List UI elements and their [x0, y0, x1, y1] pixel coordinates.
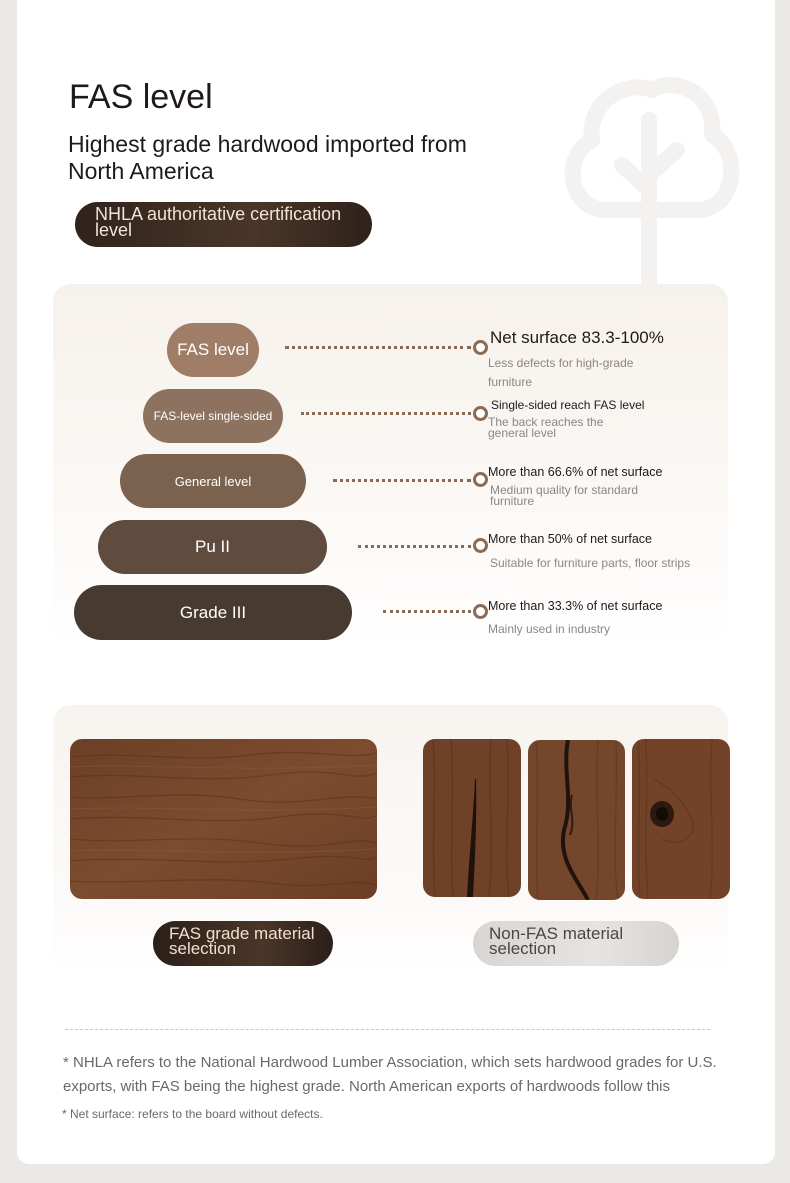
non-fas-wood-image-split	[528, 740, 625, 900]
grade-heading: Net surface 83.3-100%	[490, 328, 664, 347]
grade-pill-pu-ii: Pu II	[98, 520, 327, 574]
non-fas-selection-badge: Non-FAS material selection	[473, 921, 679, 966]
ring-icon	[473, 472, 488, 487]
grade-pill-fas-single-sided: FAS-level single-sided	[143, 389, 283, 443]
grade-heading: More than 66.6% of net surface	[488, 465, 663, 479]
connector-line	[301, 412, 471, 415]
grade-description: The back reaches the general level	[488, 415, 604, 440]
ring-icon	[473, 406, 488, 421]
connector-line	[285, 346, 471, 349]
grade-pill-grade-iii: Grade III	[74, 585, 352, 640]
material-panel	[53, 705, 728, 975]
grade-description: Mainly used in industry	[488, 622, 611, 636]
page-title: FAS level	[69, 78, 213, 116]
certification-badge: NHLA authoritative certification level	[75, 202, 372, 247]
connector-line	[383, 610, 471, 613]
grade-description: Medium quality for standard furniture	[490, 483, 639, 508]
grade-description: Suitable for furniture parts, floor strips	[490, 556, 691, 570]
divider	[65, 1029, 710, 1030]
fas-selection-badge: FAS grade material selection	[153, 921, 333, 966]
grade-heading: More than 33.3% of net surface	[488, 599, 663, 613]
grade-heading: More than 50% of net surface	[488, 532, 652, 546]
ring-icon	[473, 604, 488, 619]
footnote-net-surface: * Net surface: refers to the board without defects.	[62, 1107, 323, 1121]
non-fas-wood-image-knot	[632, 739, 730, 899]
content-card	[17, 0, 775, 1164]
fas-wood-image	[70, 739, 377, 899]
grade-panel	[53, 284, 728, 644]
grade-pill-fas: FAS level	[167, 323, 259, 377]
grade-pill-general: General level	[120, 454, 306, 508]
grade-heading: Single-sided reach FAS level	[491, 398, 645, 412]
tree-icon	[557, 60, 747, 290]
grade-description: Less defects for high-grade furniture	[488, 356, 634, 389]
ring-icon	[473, 538, 488, 553]
page-subtitle: Highest grade hardwood imported from North America	[68, 131, 467, 184]
connector-line	[333, 479, 471, 482]
non-fas-wood-image-crack	[423, 739, 521, 897]
footnote-nhla: * NHLA refers to the National Hardwood Lumber Association, which sets hardwood grades for U.S. exports, with FAS being the highest grade. North American exports of hardwoods follow this	[63, 1054, 717, 1095]
ring-icon	[473, 340, 488, 355]
connector-line	[358, 545, 471, 548]
